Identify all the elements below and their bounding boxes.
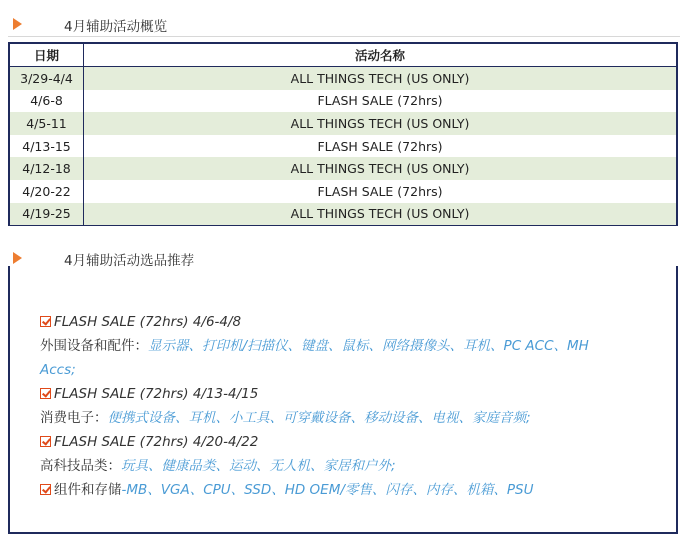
table-header-row (10, 44, 676, 67)
activity-name-cell: FLASH SALE (72hrs) (317, 138, 443, 154)
category-items[interactable]: 显示器、打印机/扫描仪、键盘、鼠标、网络摄像头、耳机、PC ACC、MH (148, 338, 589, 354)
activity-name-cell: FLASH SALE (72hrs) (317, 183, 443, 199)
activity-name-cell: ALL THINGS TECH (US ONLY) (84, 157, 677, 180)
category-line (40, 478, 680, 502)
checkbox-icon (40, 316, 51, 327)
activity-name-cell: ALL THINGS TECH (US ONLY) (84, 112, 677, 135)
section-title: 4月辅助活动概览 (64, 19, 168, 35)
date-cell: 4/6-8 (10, 90, 84, 113)
category-line-cont (40, 358, 680, 382)
table-row (10, 180, 676, 203)
activity-name-cell: FLASH SALE (72hrs) (317, 93, 443, 109)
table-row (10, 203, 676, 226)
table-row (10, 90, 676, 113)
checkbox-icon (40, 436, 51, 447)
section-header-overview (8, 12, 680, 37)
date-cell: 3/29-4/4 (10, 67, 84, 90)
triangle-icon (13, 18, 22, 30)
category-items[interactable]: -MB、VGA、CPU、SSD、HD OEM/零售、闪存、内存、机箱、PSU (121, 482, 534, 498)
table-row (10, 157, 676, 180)
date-cell: 4/13-15 (10, 135, 84, 158)
category-line (40, 454, 680, 478)
category-items[interactable]: Accs; (40, 362, 76, 378)
date-cell: 4/5-11 (10, 112, 84, 135)
category-line (40, 334, 680, 358)
sale-title: FLASH SALE (72hrs) 4/20-4/22 (54, 434, 259, 450)
date-cell: 4/12-18 (10, 157, 84, 180)
checkbox-icon (40, 484, 51, 495)
date-cell: 4/20-22 (10, 180, 84, 203)
name-column-header: 活动名称 (84, 44, 677, 67)
section-title: 4月辅助活动选品推荐 (64, 253, 195, 269)
triangle-icon (13, 252, 22, 264)
category-label: 消费电子： (40, 410, 108, 426)
date-cell: 4/19-25 (10, 203, 84, 226)
sale-line (40, 310, 680, 334)
category-label: 高科技品类： (40, 458, 121, 474)
activity-table (8, 42, 678, 226)
section-header-recommendations (8, 246, 680, 270)
table-row (10, 67, 676, 90)
sale-line (40, 430, 680, 454)
date-column-header: 日期 (10, 44, 84, 67)
table-row (10, 112, 676, 135)
activity-name-cell: ALL THINGS TECH (US ONLY) (84, 203, 677, 226)
recommendation-box (8, 276, 678, 534)
category-line (40, 406, 680, 430)
sale-title: FLASH SALE (72hrs) 4/13-4/15 (54, 386, 259, 402)
category-items[interactable]: 便携式设备、耳机、小工具、可穿戴设备、移动设备、电视、家庭音频; (107, 410, 531, 426)
category-label: 组件和存储 (54, 482, 122, 498)
activity-name-cell: ALL THINGS TECH (US ONLY) (84, 67, 677, 90)
category-items[interactable]: 玩具、健康品类、运动、无人机、家居和户外; (121, 458, 396, 474)
sale-line (40, 382, 680, 406)
category-label: 外围设备和配件： (40, 338, 148, 354)
checkbox-icon (40, 388, 51, 399)
table-row (10, 135, 676, 158)
sale-title: FLASH SALE (72hrs) 4/6-4/8 (54, 314, 242, 330)
